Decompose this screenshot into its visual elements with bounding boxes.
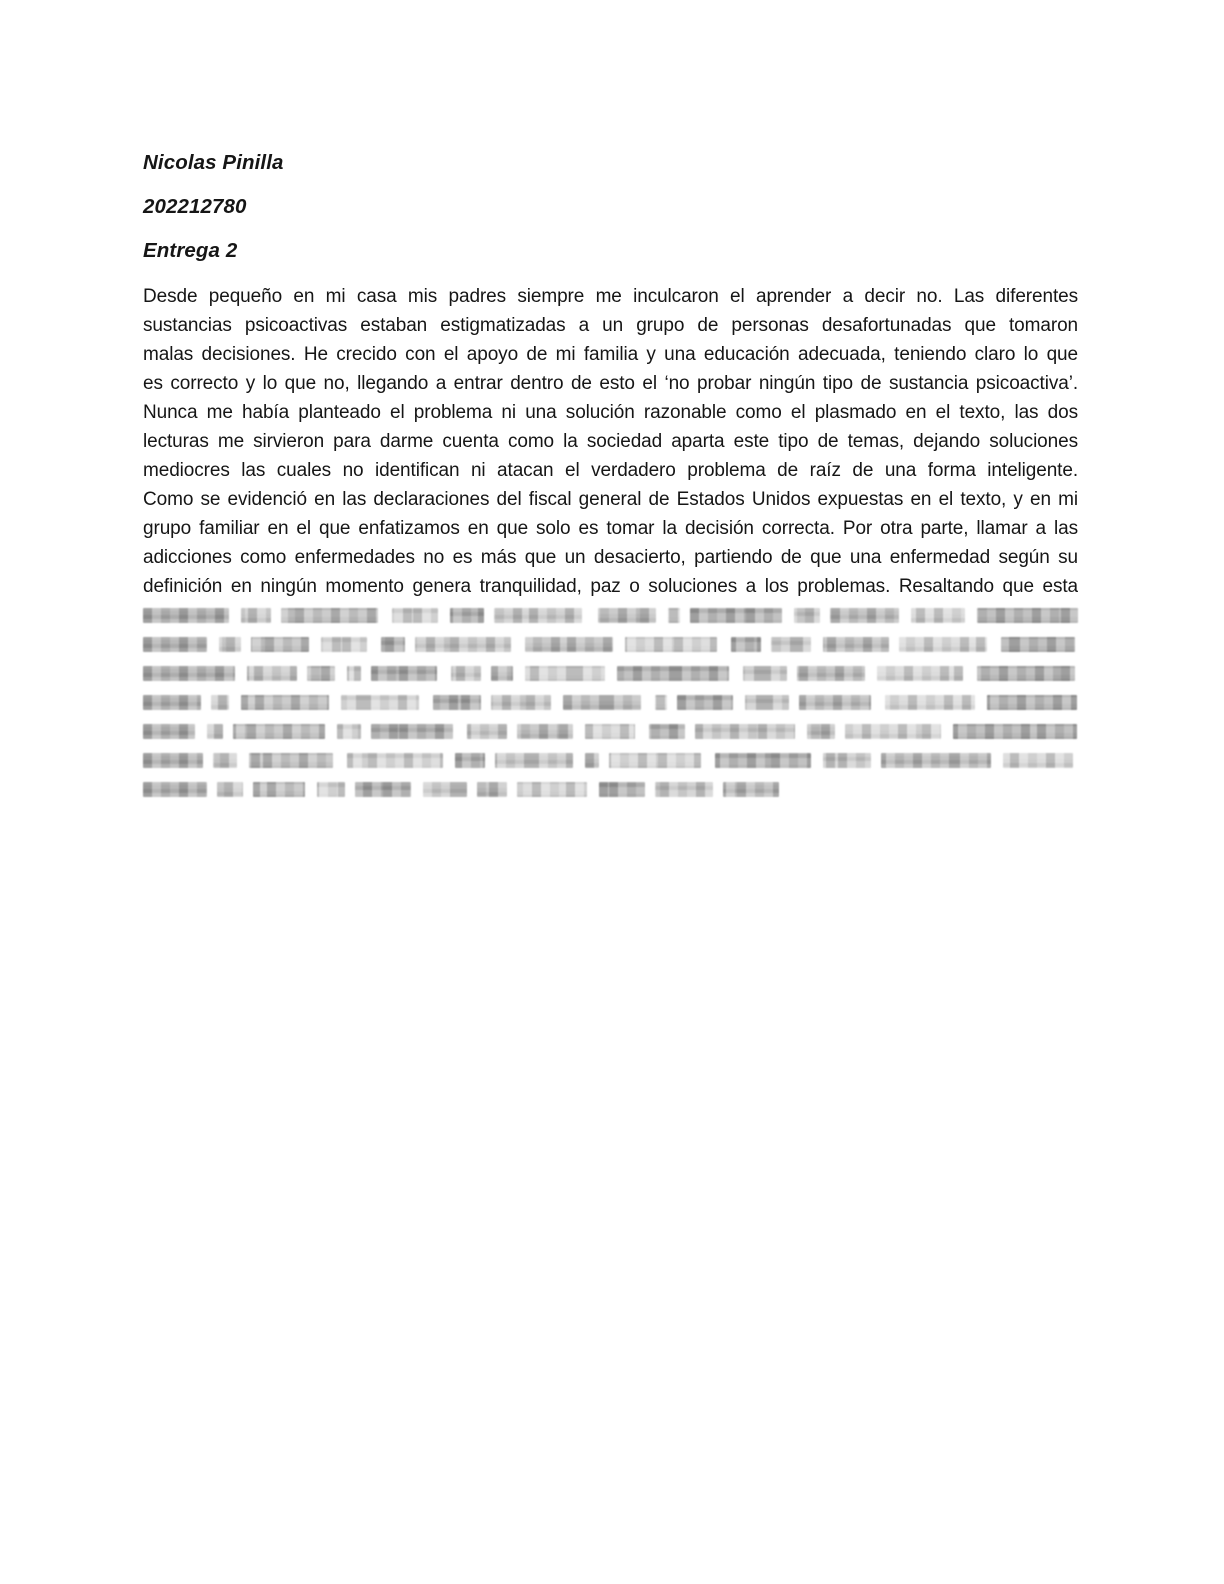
redacted-word-blob <box>797 666 865 681</box>
redacted-word-blob <box>723 782 779 797</box>
redacted-word-blob <box>455 753 485 768</box>
redacted-word-blob <box>341 695 419 710</box>
redacted-word-blob <box>347 753 443 768</box>
redacted-text-block <box>143 601 1078 804</box>
redacted-word-blob <box>477 782 507 797</box>
redacted-word-blob <box>563 695 641 710</box>
redacted-word-blob <box>585 753 599 768</box>
redacted-word-blob <box>807 724 835 739</box>
redacted-word-blob <box>599 782 645 797</box>
redacted-word-blob <box>143 695 201 710</box>
redacted-word-blob <box>347 666 361 681</box>
redacted-word-blob <box>649 724 685 739</box>
redacted-word-blob <box>450 608 484 623</box>
paragraph-line: sustancias psicoactivas estaban estigmatizadas a un grupo de personas desafortunadas que tomaron <box>143 315 1078 336</box>
redacted-word-blob <box>423 782 467 797</box>
redacted-line <box>143 630 1078 659</box>
paragraph-line: mediocres las cuales no identifican ni atacan el verdadero problema de raíz de una forma inteligente. <box>143 460 1078 481</box>
redacted-word-blob <box>217 782 243 797</box>
redacted-word-blob <box>1001 637 1075 652</box>
paragraph-line: definición en ningún momento genera tranquilidad, paz o soluciones a los problemas. Resaltando que esta <box>143 576 1078 597</box>
redacted-word-blob <box>207 724 223 739</box>
redacted-word-blob <box>317 782 345 797</box>
redacted-word-blob <box>743 666 787 681</box>
redacted-word-blob <box>525 637 613 652</box>
redacted-word-blob <box>241 608 271 623</box>
redacted-word-blob <box>355 782 411 797</box>
header-title: Entrega 2 <box>143 239 238 262</box>
redacted-word-blob <box>617 666 729 681</box>
redacted-word-blob <box>881 753 991 768</box>
redacted-word-blob <box>451 666 481 681</box>
paragraph-line: es correcto y lo que no, llegando a entrar dentro de esto el ‘no probar ningún tipo de sustancia psicoactiva’. <box>143 373 1078 394</box>
redacted-word-blob <box>745 695 789 710</box>
redacted-word-blob <box>392 608 438 623</box>
redacted-word-blob <box>241 695 329 710</box>
redacted-word-blob <box>845 724 941 739</box>
redacted-word-blob <box>715 753 811 768</box>
redacted-word-blob <box>668 608 680 623</box>
paragraph-line: Como se evidenció en las declaraciones del fiscal general de Estados Unidos expuestas en el texto, y en mi <box>143 489 1078 510</box>
redacted-word-blob <box>253 782 305 797</box>
redacted-word-blob <box>143 753 203 768</box>
redacted-word-blob <box>625 637 717 652</box>
redacted-line <box>143 688 1078 717</box>
redacted-word-blob <box>953 724 1077 739</box>
redacted-word-blob <box>143 666 235 681</box>
paragraph-line: lecturas me sirvieron para darme cuenta como la sociedad aparta este tipo de temas, dejando soluciones <box>143 431 1078 452</box>
redacted-word-blob <box>233 724 325 739</box>
redacted-word-blob <box>794 608 820 623</box>
redacted-word-blob <box>143 637 207 652</box>
redacted-word-blob <box>655 782 713 797</box>
redacted-word-blob <box>598 608 656 623</box>
redacted-word-blob <box>1003 753 1073 768</box>
redacted-word-blob <box>219 637 241 652</box>
redacted-word-blob <box>911 608 965 623</box>
redacted-word-blob <box>371 666 437 681</box>
paragraph-line: adicciones como enfermedades no es más que un desacierto, partiendo de que una enfermedad según su <box>143 547 1078 568</box>
redacted-word-blob <box>977 666 1075 681</box>
redacted-word-blob <box>433 695 481 710</box>
redacted-word-blob <box>885 695 975 710</box>
redacted-line <box>143 746 1078 775</box>
redacted-word-blob <box>281 608 379 623</box>
redacted-line <box>143 659 1078 688</box>
redacted-word-blob <box>525 666 605 681</box>
redacted-word-blob <box>823 753 871 768</box>
paragraph-line: malas decisiones. He crecido con el apoyo de mi familia y una educación adecuada, teniendo claro lo que <box>143 344 1078 365</box>
redacted-word-blob <box>799 695 871 710</box>
redacted-word-blob <box>491 695 551 710</box>
redacted-word-blob <box>655 695 667 710</box>
redacted-word-blob <box>877 666 963 681</box>
redacted-word-blob <box>321 637 367 652</box>
redacted-word-blob <box>467 724 507 739</box>
redacted-line <box>143 775 1078 804</box>
header-student-id: 202212780 <box>143 195 247 218</box>
redacted-word-blob <box>495 753 573 768</box>
paragraph-line: Desde pequeño en mi casa mis padres siempre me inculcaron el aprender a decir no. Las diferentes <box>143 286 1078 307</box>
redacted-word-blob <box>143 782 207 797</box>
redacted-word-blob <box>987 695 1077 710</box>
redacted-line <box>143 717 1078 746</box>
redacted-word-blob <box>677 695 733 710</box>
redacted-word-blob <box>494 608 582 623</box>
redacted-word-blob <box>731 637 761 652</box>
redacted-word-blob <box>415 637 511 652</box>
redacted-word-blob <box>491 666 513 681</box>
redacted-word-blob <box>249 753 333 768</box>
redacted-word-blob <box>690 608 782 623</box>
redacted-word-blob <box>830 608 900 623</box>
redacted-word-blob <box>251 637 309 652</box>
redacted-word-blob <box>143 724 195 739</box>
redacted-word-blob <box>143 608 229 623</box>
redacted-word-blob <box>977 608 1078 623</box>
redacted-word-blob <box>213 753 237 768</box>
redacted-word-blob <box>247 666 297 681</box>
document-content <box>143 148 1078 804</box>
redacted-word-blob <box>517 724 573 739</box>
redacted-line <box>143 601 1078 630</box>
body-paragraph <box>143 282 1078 804</box>
redacted-word-blob <box>211 695 229 710</box>
header-author: Nicolas Pinilla <box>143 151 284 174</box>
redacted-word-blob <box>517 782 587 797</box>
redacted-word-blob <box>585 724 635 739</box>
redacted-word-blob <box>371 724 453 739</box>
redacted-word-blob <box>609 753 701 768</box>
redacted-word-blob <box>307 666 335 681</box>
redacted-word-blob <box>899 637 987 652</box>
paragraph-line: grupo familiar en el que enfatizamos en que solo es tomar la decisión correcta. Por otra parte, llamar a las <box>143 518 1078 539</box>
redacted-word-blob <box>823 637 889 652</box>
redacted-word-blob <box>695 724 795 739</box>
redacted-word-blob <box>337 724 361 739</box>
paragraph-line: Nunca me había planteado el problema ni una solución razonable como el plasmado en el texto, las dos <box>143 402 1078 423</box>
redacted-word-blob <box>381 637 405 652</box>
redacted-word-blob <box>771 637 811 652</box>
